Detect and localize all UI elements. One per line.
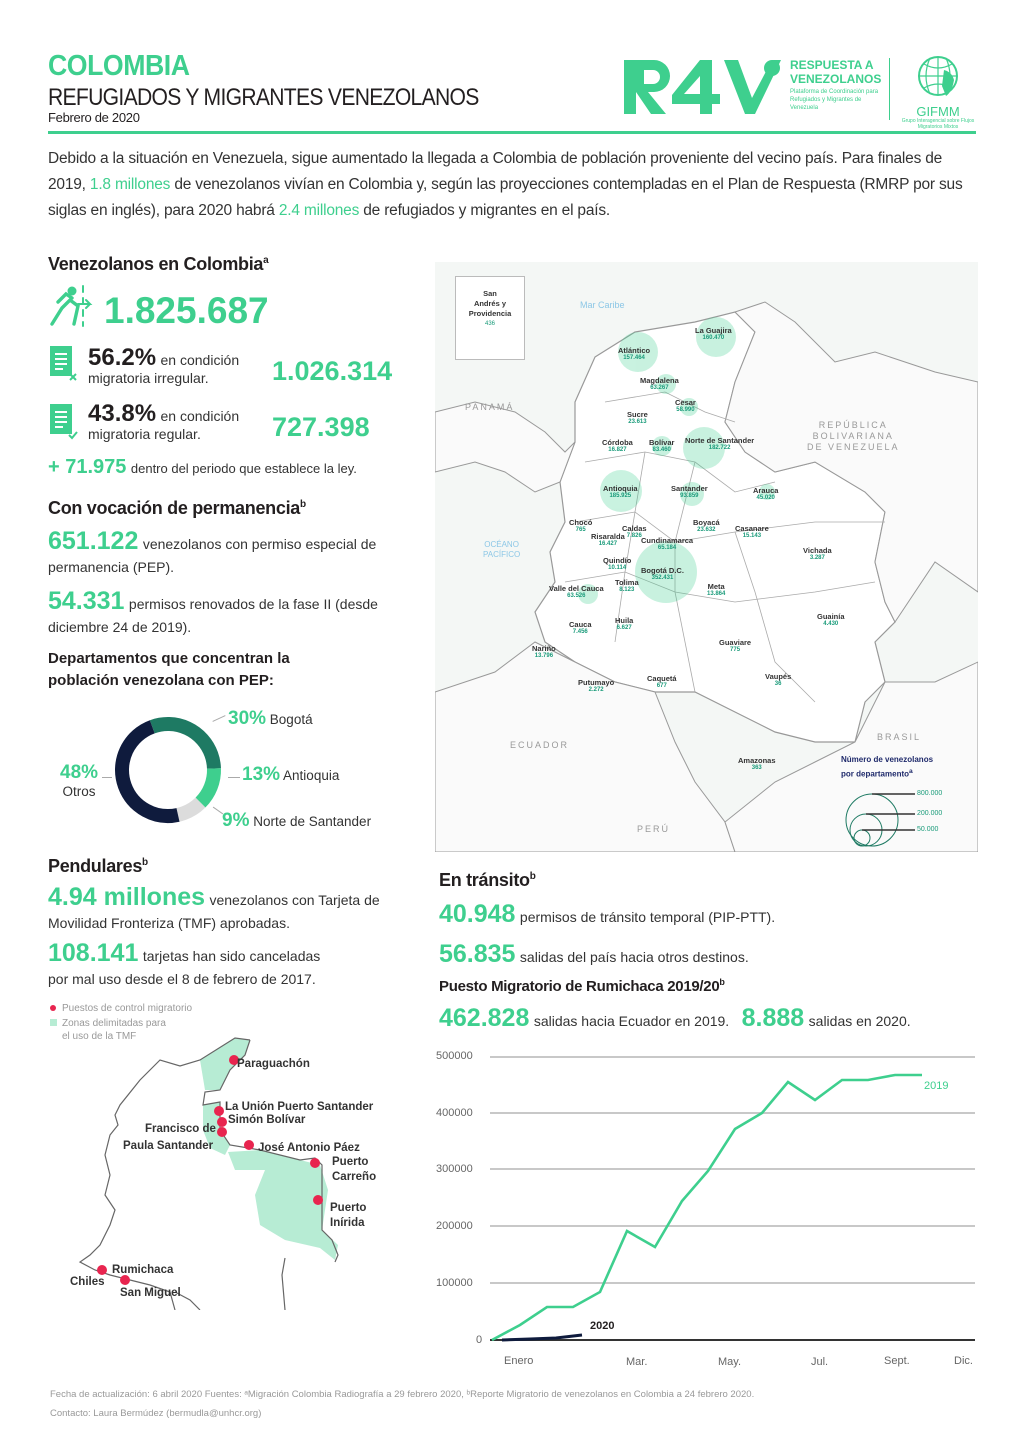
plus-stat: + 71.975 dentro del periodo que establece la ley. xyxy=(48,456,357,478)
rumichaca-stats: 462.828 salidas hacia Ecuador en 2019. 8.888 salidas en 2020. xyxy=(439,1004,911,1032)
dept-cundinamarca: Cundinamarca 65.184 xyxy=(641,536,694,551)
pep-stat: 651.122 venezolanos con permiso especial de permanencia (PEP). xyxy=(48,527,377,575)
document-irregular-icon xyxy=(50,346,80,384)
dept-narino: Nariño 13.796 xyxy=(532,644,556,659)
dept-bolivar: Bolívar 83.460 xyxy=(649,438,675,453)
donut-label-bogota: 30% Bogotá xyxy=(228,708,313,729)
regular-value: 727.398 xyxy=(272,412,370,442)
point-francisco-de-paula-santander xyxy=(217,1127,227,1137)
irregular-stat: 56.2% en condición migratoria irregular. xyxy=(88,344,240,386)
dept-magdalena: Magdalena 63.267 xyxy=(640,376,679,391)
department-map xyxy=(435,262,978,852)
dept-atlantico: Atlántico 157.464 xyxy=(618,346,651,361)
xtick-may: May. xyxy=(718,1356,742,1368)
san-andres-inset: San Andrés y Providencia 436 xyxy=(455,276,525,360)
series-label-2019: 2019 xyxy=(924,1080,949,1092)
label-la-union: La Unión Puerto Santander xyxy=(225,1101,374,1113)
report-date: Febrero de 2020 xyxy=(48,110,140,125)
dept-cordoba: Córdoba 16.827 xyxy=(602,438,633,453)
label-paula-santander: Paula Santander xyxy=(123,1140,214,1152)
dept-cauca: Cauca 7.456 xyxy=(569,620,592,635)
section-venezolanos-heading: Venezolanos en Colombia$^a$ xyxy=(48,254,269,274)
donut-heading: Departamentos que concentran la población venezolana con PEP: xyxy=(48,650,290,689)
label-paraguachon: Paraguachón xyxy=(237,1058,310,1070)
label-san-miguel: San Miguel xyxy=(120,1287,181,1299)
label-simon-bolivar: Simón Bolívar xyxy=(228,1114,306,1126)
section-permanencia-heading: Con vocación de permanencia$^b$ xyxy=(48,498,306,518)
tmf-stat: 4.94 millones venezolanos con Tarjeta de Movilidad Fronteriza (TMF) aprobadas. xyxy=(48,883,380,931)
logo-divider xyxy=(889,58,890,120)
series-label-2020: 2020 xyxy=(590,1320,615,1332)
point-la-union xyxy=(214,1106,224,1116)
map-legend-circles xyxy=(840,786,975,848)
document-regular-icon xyxy=(50,404,80,442)
dept-meta: Meta 13.864 xyxy=(707,582,726,597)
footer xyxy=(50,1385,754,1423)
dept-huila: Huila 6.627 xyxy=(615,616,634,631)
point-puerto-inirida xyxy=(313,1195,323,1205)
ytick-500000: 500000 xyxy=(436,1050,473,1062)
renovados-stat: 54.331 permisos renovados de la fase II (desde diciembre 24 de 2019). xyxy=(48,587,378,635)
globe-icon xyxy=(900,54,976,100)
label-panama: PANAMÁ xyxy=(465,402,515,412)
label-carreno: Carreño xyxy=(332,1171,377,1183)
page-title: REFUGIADOS Y MIGRANTES VENEZOLANOS xyxy=(48,84,479,111)
dept-cesar: Cesar 58.990 xyxy=(675,398,696,413)
dept-antioquia: Antioquia 185.925 xyxy=(603,484,638,499)
dept-amazonas: Amazonas 363 xyxy=(738,756,776,771)
xtick-dic: Dic. xyxy=(954,1355,973,1367)
label-chiles: Chiles xyxy=(70,1276,105,1288)
r4v-logo-icon xyxy=(622,56,782,118)
donut-label-otros: 48% Otros xyxy=(60,762,99,799)
ytick-200000: 200000 xyxy=(436,1220,473,1232)
salidas-stat: 56.835 salidas del país hacia otros destinos. xyxy=(439,940,749,968)
xtick-mar: Mar. xyxy=(626,1356,648,1368)
point-puerto-carreno xyxy=(310,1158,320,1168)
header-divider xyxy=(48,131,976,134)
intro-paragraph: Debido a la situación en Venezuela, sigue aumentado la llegada a Colombia de población proveniente del vecino país. Para finales de 2019, 1.8 millones de venezolanos vivían en Colombia y, según las proyecciones contempladas en el Plan de Respuesta (RMRP por sus siglas en inglés), para 2020 habrá 2.4 millones de refugiados y migrantes en el país. xyxy=(48,150,963,219)
ytick-0: 0 xyxy=(476,1334,483,1346)
dept-vaupes: Vaupés 36 xyxy=(765,672,792,687)
label-puerto-2: Puerto xyxy=(330,1202,367,1214)
regular-stat: 43.8% en condición migratoria regular. xyxy=(88,400,240,442)
label-brasil: BRASIL xyxy=(877,732,922,742)
leader-line xyxy=(102,777,112,778)
zone-legend-icon xyxy=(50,1019,57,1026)
xtick-jul: Jul. xyxy=(811,1356,829,1368)
dept-quindio: Quindío 10.114 xyxy=(603,556,632,571)
pendulares-legend: Puestos de control migratorio Zonas delimitadas para el uso de la TMF xyxy=(50,1002,192,1043)
dept-boyaca: Boyacá 23.632 xyxy=(693,518,720,533)
label-francisco-de: Francisco de xyxy=(145,1123,216,1135)
label-peru: PERÚ xyxy=(637,824,671,834)
control-point-legend-icon xyxy=(50,1005,56,1011)
dept-tolima: Tolima 8.123 xyxy=(615,578,639,593)
dept-sucre: Sucre 23.613 xyxy=(627,410,648,425)
highlight-1-8m: 1.8 millones xyxy=(89,176,171,193)
dept-risaralda: Risaralda 16.427 xyxy=(591,532,625,547)
dept-guaviare: Guaviare 775 xyxy=(719,638,752,653)
dept-caldas: Caldas 7.826 xyxy=(622,524,647,539)
rumichaca-line-chart xyxy=(430,1045,980,1375)
footer-contact: Contacto: Laura Bermúdez (bermudla@unhcr.org) xyxy=(50,1408,262,1419)
section-transito-heading: En tránsito$^b$ xyxy=(439,870,536,890)
label-puerto-1: Puerto xyxy=(332,1156,369,1168)
point-rumichaca xyxy=(97,1265,107,1275)
donut-label-norte-santander: 9% Norte de Santander xyxy=(222,810,372,831)
canceladas-stat: 108.141 tarjetas han sido canceladas por mal uso desde el 8 de febrero de 2017. xyxy=(48,939,321,987)
label-rumichaca: Rumichaca xyxy=(112,1264,174,1276)
ytick-400000: 400000 xyxy=(436,1107,473,1119)
gifmm-logo: GIFMM Grupo Interagencial sobre Flujos Migratorios Mixtos xyxy=(900,54,976,120)
dept-la-guajira: La Guajira 160.470 xyxy=(695,326,732,341)
pip-stat: 40.948 permisos de tránsito temporal (PIP-PTT). xyxy=(439,900,776,928)
legend-200k: 200.000 xyxy=(917,810,943,817)
label-oceano-pacifico: OCÉANO PACÍFICO xyxy=(483,540,521,559)
dept-putumayo: Putumayo 2.272 xyxy=(578,678,615,693)
xtick-sept: Sept. xyxy=(884,1355,910,1367)
legend-50k: 50.000 xyxy=(917,826,939,833)
dept-caqueta: Caquetá 677 xyxy=(647,674,677,689)
dept-valle-cauca: Valle del Cauca 63.526 xyxy=(549,584,604,599)
label-mar-caribe: Mar Caribe xyxy=(580,300,625,310)
donut-label-antioquia: 13% Antioquia xyxy=(242,764,340,785)
dept-santander: Santander 93.859 xyxy=(671,484,708,499)
label-ecuador: ECUADOR xyxy=(510,740,570,750)
footer-sources: Fecha de actualización: 6 abril 2020 Fuentes: ᵃMigración Colombia Radiografía a 29 febrero 2020, ᵇReporte Migratorio de venezolanos en Colombia a 24 febrero 2020. xyxy=(50,1389,755,1400)
country-title: COLOMBIA xyxy=(48,50,190,82)
leader-line xyxy=(228,777,240,778)
ytick-100000: 100000 xyxy=(436,1277,473,1289)
label-inirida: Inírida xyxy=(330,1217,365,1229)
border-crossings-map xyxy=(60,1030,400,1310)
total-venezolanos: 1.825.687 xyxy=(104,290,269,331)
point-jose-antonio-paez xyxy=(244,1140,254,1150)
dept-arauca: Arauca 45.020 xyxy=(753,486,779,501)
point-simon-bolivar xyxy=(217,1117,227,1127)
highlight-2-4m: 2.4 millones xyxy=(278,202,360,219)
label-jose-antonio-paez: José Antonio Páez xyxy=(258,1142,360,1154)
pep-donut-chart xyxy=(110,712,226,828)
ytick-300000: 300000 xyxy=(436,1163,473,1175)
migrant-walking-icon xyxy=(48,284,94,328)
line-chart-svg xyxy=(430,1045,980,1375)
dept-bogota: Bogotá D.C. 352.431 xyxy=(641,566,684,581)
rumichaca-heading: Puesto Migratorio de Rumichaca 2019/20$^b$ xyxy=(439,977,725,995)
dept-vichada: Vichada 3.287 xyxy=(803,546,832,561)
r4v-logo-text: RESPUESTA A VENEZOLANOS Plataforma de Coordinación para Refugiados y Migrantes de Venezuela xyxy=(790,58,882,111)
xtick-enero: Enero xyxy=(504,1355,534,1367)
dept-guainia: Guainía 4.430 xyxy=(817,612,845,627)
dept-norte-santander: Norte de Santander 182.722 xyxy=(685,436,755,451)
legend-800k: 800.000 xyxy=(917,790,943,797)
dept-casanare: Casanare 15.143 xyxy=(735,524,769,539)
dept-choco: Chocó 765 xyxy=(569,518,593,533)
map-legend-title: Número de venezolanos por departamento$^a$ xyxy=(841,755,934,779)
label-venezuela: REPÚBLICA BOLIVARIANA DE VENEZUELA xyxy=(807,420,900,452)
section-pendulares-heading: Pendulares$^b$ xyxy=(48,856,148,876)
point-san-miguel xyxy=(120,1275,130,1285)
irregular-value: 1.026.314 xyxy=(272,356,393,386)
